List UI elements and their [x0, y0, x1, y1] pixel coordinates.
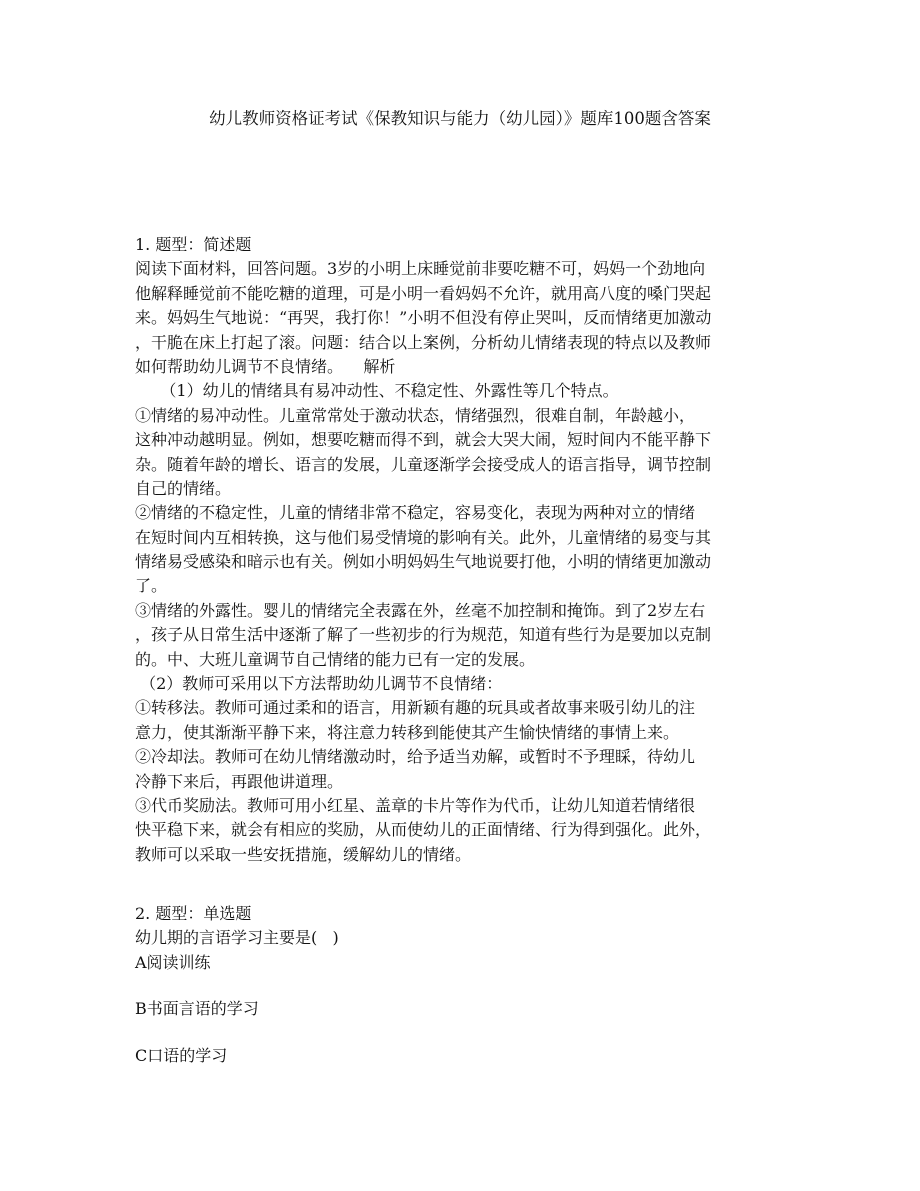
question-1-line: 意力，使其渐渐平静下来，将注意力转移到能使其产生愉快情绪的事情上来。 [135, 722, 680, 742]
question-1-line: 了。 [135, 576, 168, 596]
question-2-header: 2. 题型：单选题 [135, 904, 252, 923]
question-2 [135, 902, 790, 1068]
question-1-line: 来。妈妈生气地说：“再哭，我打你！”小明不但没有停止哭叫，反而情绪更加激动 [135, 308, 712, 328]
question-1-line: 快平稳下来，就会有相应的奖励，从而使幼儿的正面情绪、行为得到强化。此外， [135, 820, 712, 840]
question-1-line: 在短时间内互相转换，这与他们易受情境的影响有关。此外，儿童情绪的易变与其 [135, 527, 712, 547]
document-title: 幼儿教师资格证考试《保教知识与能力（幼儿园）》题库100题含答案 [209, 109, 711, 128]
question-1-line: 的。中、大班儿童调节自己情绪的能力已有一定的发展。 [135, 649, 536, 669]
question-1-line: ②情绪的不稳定性，儿童的情绪非常不稳定，容易变化，表现为两种对立的情绪 [135, 503, 696, 523]
question-1-line: 这种冲动越明显。例如，想要吃糖而得不到，就会大哭大闹，短时间内不能平静下 [135, 430, 712, 450]
question-1-line: ③情绪的外露性。婴儿的情绪完全表露在外，丝毫不加控制和掩饰。到了2岁左右 [135, 600, 706, 620]
question-1-line: ①情绪的易冲动性。儿童常常处于激动状态，情绪强烈，很难自制，年龄越小， [135, 405, 696, 425]
question-1-line: ①转移法。教师可通过柔和的语言，用新颖有趣的玩具或者故事来吸引幼儿的注 [135, 698, 696, 718]
question-1-line: ③代币奖励法。教师可用小红星、盖章的卡片等作为代币，让幼儿知道若情绪很 [135, 795, 696, 815]
question-1-line: 教师可以采取一些安抚措施，缓解幼儿的情绪。 [135, 844, 472, 864]
question-1-line: （1）幼儿的情绪具有易冲动性、不稳定性、外露性等几个特点。 [135, 381, 619, 401]
question-1-line: 情绪易受感染和暗示也有关。例如小明妈妈生气地说要打他，小明的情绪更加激动 [135, 552, 712, 572]
question-1-line: 阅读下面材料，回答问题。3岁的小明上床睡觉前非要吃糖不可，妈妈一个劲地向 [135, 259, 706, 279]
question-1-header: 1. 题型：简述题 [135, 235, 252, 254]
question-1 [135, 233, 790, 867]
question-2-stem: 幼儿期的言语学习主要是( ) [135, 928, 339, 948]
question-1-line: ，干脆在床上打起了滚。问题：结合以上案例，分析幼儿情绪表现的特点以及教师 [135, 332, 712, 352]
question-1-line: 自己的情绪。 [135, 478, 232, 498]
question-1-line: 他解释睡觉前不能吃糖的道理，可是小明一看妈妈不允许，就用高八度的嗓门哭起 [135, 283, 712, 303]
question-1-line: 如何帮助幼儿调节不良情绪。 解析 [135, 356, 396, 376]
question-1-line: 杂。随着年龄的增长、语言的发展，儿童逐渐学会接受成人的语言指导，调节控制 [135, 454, 712, 474]
option-c: C口语的学习 [135, 1045, 228, 1065]
option-a: A阅读训练 [135, 952, 211, 972]
option-b: B书面言语的学习 [135, 999, 259, 1019]
question-1-line: （2）教师可采用以下方法帮助幼儿调节不良情绪： [135, 674, 503, 694]
question-1-line: ②冷却法。教师可在幼儿情绪激动时，给予适当劝解，或暂时不予理睬，待幼儿 [135, 747, 696, 767]
question-1-line: 冷静下来后，再跟他讲道理。 [135, 771, 344, 791]
spacer [135, 975, 790, 997]
question-1-line: ，孩子从日常生活中逐渐了解了一些初步的行为规范，知道有些行为是要加以克制 [135, 625, 712, 645]
spacer [135, 1022, 790, 1044]
